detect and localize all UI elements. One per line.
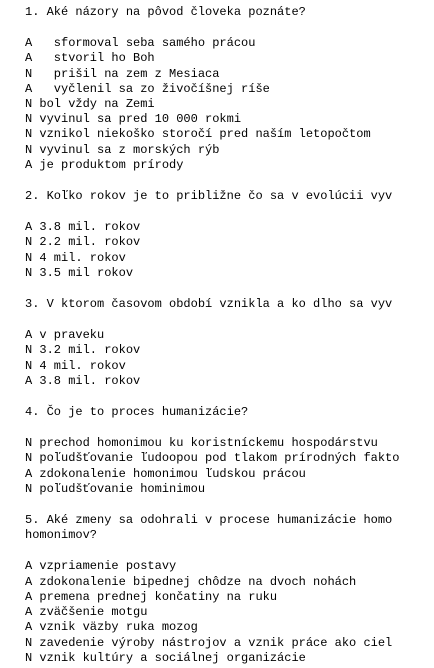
answer-line: A vyčlenil sa zo živočíšnej ríše bbox=[25, 81, 270, 96]
answer-line: N prišil na zem z Mesiaca bbox=[25, 66, 220, 81]
answer-line: A zdokonalenie bipednej chôdze na dvoch nohách bbox=[25, 574, 357, 589]
answer-line: N vznik kultúry a sociálnej organizácie bbox=[25, 650, 306, 665]
answer-line: A vznik väzby ruka mozog bbox=[25, 620, 198, 635]
question-block-1 bbox=[0, 5, 434, 173]
question-text: 2. Koľko rokov je to približne čo sa v evolúcii vyv bbox=[25, 189, 393, 204]
section-gap bbox=[0, 281, 434, 297]
answer-line: A 3.8 mil. rokov bbox=[25, 373, 141, 388]
question-text: 1. Aké názory na pôvod človeka poznáte? bbox=[25, 5, 306, 19]
answer-line: A v praveku bbox=[25, 328, 105, 343]
question-text: 3. V ktorom časovom období vznikla a ko dlho sa vyv bbox=[25, 297, 393, 312]
answer-line: A stvoril ho Boh bbox=[25, 51, 155, 66]
answer-line: N vyvinul sa pred 10 000 rokmi bbox=[25, 112, 242, 127]
question-text: 5. Aké zmeny sa odohrali v procese humanizácie homo homonimov? bbox=[25, 513, 393, 543]
answer-line: A zväčšenie motgu bbox=[25, 605, 148, 620]
answer-line: N prechod homonimou ku koristníckemu hospodárstvu bbox=[25, 436, 378, 451]
question-block-3 bbox=[0, 297, 434, 389]
answer-line: A 3.8 mil. rokov bbox=[25, 220, 141, 235]
answer-line: N vyvinul sa z morských rýb bbox=[25, 142, 220, 157]
section-gap bbox=[0, 497, 434, 513]
question-text: 4. Čo je to proces humanizácie? bbox=[25, 405, 249, 420]
answer-line: A sformoval seba samého prácou bbox=[25, 36, 256, 51]
answer-line: N zavedenie výroby nástrojov a vznik práce ako ciel bbox=[25, 635, 393, 650]
question-block-2 bbox=[0, 189, 434, 281]
answer-line: A zdokonalenie homonimou ľudskou prácou bbox=[25, 466, 306, 481]
answer-line: N bol vždy na Zemi bbox=[25, 97, 155, 112]
answer-line: N 2.2 mil. rokov bbox=[25, 235, 141, 250]
answer-line: N vznikol niekoško storočí pred naším letopočtom bbox=[25, 127, 371, 142]
answer-line: A je produktom prírody bbox=[25, 157, 184, 172]
answer-line: N poľudšťovanie hominimou bbox=[25, 481, 206, 496]
question-block-5 bbox=[0, 513, 434, 666]
answer-line: N 4 mil. rokov bbox=[25, 250, 126, 265]
answer-line: N poľudšťovanie ľudoopou pod tlakom prírodných fakto bbox=[25, 451, 400, 466]
section-gap bbox=[0, 173, 434, 189]
answer-line: N 3.2 mil. rokov bbox=[25, 343, 141, 358]
answer-line: A premena prednej končatiny na ruku bbox=[25, 589, 278, 604]
answer-line: N 4 mil. rokov bbox=[25, 358, 126, 373]
answer-line: N 3.5 mil rokov bbox=[25, 265, 134, 280]
section-gap bbox=[0, 389, 434, 405]
answer-line: A vzpriamenie postavy bbox=[25, 559, 177, 574]
question-block-4 bbox=[0, 405, 434, 497]
